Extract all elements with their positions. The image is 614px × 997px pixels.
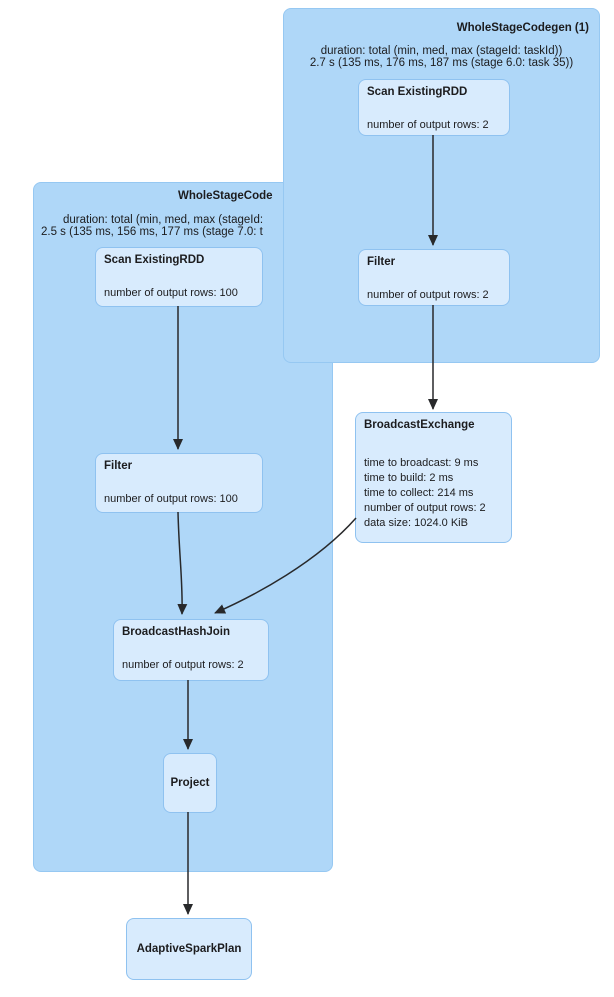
node-title: Filter (104, 460, 133, 472)
node-title: Scan ExistingRDD (104, 254, 205, 266)
cluster-wholestagecodegen-1-duration-line1: duration: total (min, med, max (stageId: taskId)) (320, 45, 563, 57)
plan-node-broadcastexchange[interactable] (355, 412, 512, 543)
plan-node-scan-existingrdd-right[interactable] (358, 79, 510, 136)
node-title: Filter (367, 256, 396, 268)
node-metric: number of output rows: 2 (367, 119, 489, 131)
node-metric: number of output rows: 100 (104, 493, 238, 505)
plan-node-filter-right[interactable] (358, 249, 510, 306)
node-title: BroadcastExchange (364, 419, 475, 431)
node-metric: number of output rows: 2 (367, 289, 489, 301)
cluster-wholestagecodegen-2-duration-line1: duration: total (min, med, max (stageId: (63, 214, 264, 226)
node-title: Scan ExistingRDD (367, 86, 468, 98)
node-metric: number of output rows: 100 (104, 287, 238, 299)
cluster-wholestagecodegen-2-label: WholeStageCode (178, 190, 273, 202)
node-metric: time to build: 2 ms (364, 472, 454, 484)
plan-node-project[interactable] (163, 753, 217, 813)
cluster-wholestagecodegen-1 (283, 8, 600, 363)
plan-node-filter-left[interactable] (95, 453, 263, 513)
plan-node-adaptivesparkplan[interactable] (126, 918, 252, 980)
node-metric: data size: 1024.0 KiB (364, 517, 468, 529)
plan-node-scan-existingrdd-left[interactable] (95, 247, 263, 307)
node-title: Project (170, 777, 210, 789)
node-title: BroadcastHashJoin (122, 626, 231, 638)
node-metric: time to broadcast: 9 ms (364, 457, 479, 469)
cluster-wholestagecodegen-1-duration-line2: 2.7 s (135 ms, 176 ms, 187 ms (stage 6.0: task 35)) (309, 57, 574, 69)
node-metric: number of output rows: 2 (364, 502, 486, 514)
node-title: AdaptiveSparkPlan (136, 943, 242, 955)
node-metric: number of output rows: 2 (122, 659, 244, 671)
cluster-wholestagecodegen-2-duration-line2: 2.5 s (135 ms, 156 ms, 177 ms (stage 7.0: t (41, 226, 263, 238)
node-metrics (364, 456, 486, 531)
plan-node-broadcasthashjoin[interactable] (113, 619, 269, 681)
cluster-wholestagecodegen-1-label: WholeStageCodegen (1) (456, 22, 589, 34)
node-metric: time to collect: 214 ms (364, 487, 474, 499)
